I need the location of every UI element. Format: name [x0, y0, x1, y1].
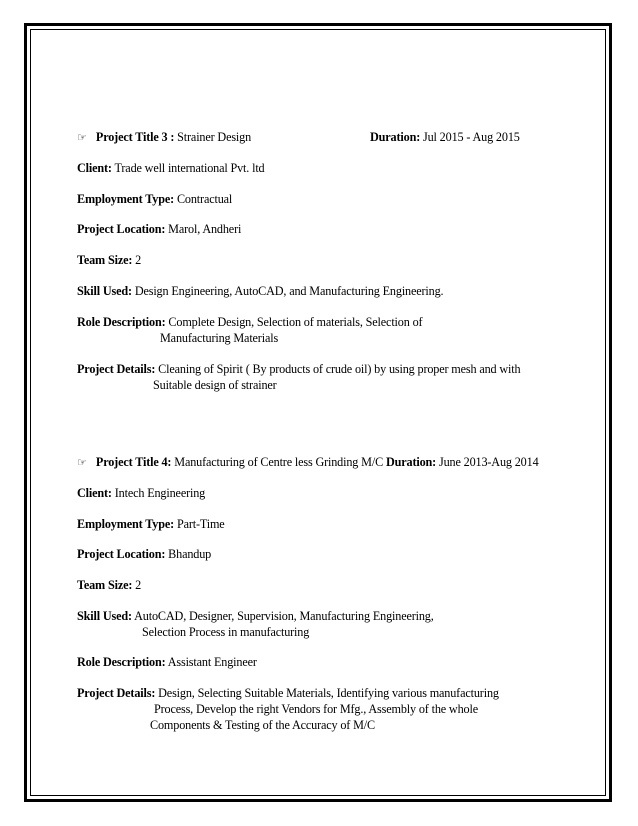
project3-team-value: 2 — [135, 253, 142, 267]
project4-title-value: Manufacturing of Centre less Grinding M/C — [174, 455, 384, 469]
project4-details-line1: Design, Selecting Suitable Materials, Identifying various manufacturing — [158, 686, 499, 700]
pointing-hand-icon: ☞ — [77, 131, 87, 144]
project4-location-value: Bhandup — [168, 547, 212, 561]
project3-details-label: Project Details: — [77, 362, 156, 376]
project3-team-row — [77, 253, 141, 268]
project4-client-value: Intech Engineering — [114, 486, 206, 500]
project4-client-row — [77, 486, 205, 501]
project3-role-line1: Complete Design, Selection of materials, Selection of — [168, 315, 423, 329]
pointing-hand-icon: ☞ — [77, 456, 87, 469]
project4-team-value: 2 — [135, 578, 142, 592]
project3-location-value: Marol, Andheri — [168, 222, 242, 236]
project3-title-label: Project Title 3 : — [95, 130, 175, 144]
project3-employment-label: Employment Type: — [77, 192, 175, 206]
project3-employment-row — [77, 192, 232, 207]
project4-client-label: Client: — [77, 486, 112, 500]
project4-team-label: Team Size: — [77, 578, 133, 592]
project3-role-line2: Manufacturing Materials — [160, 331, 279, 345]
project4-location-row — [77, 547, 211, 562]
project4-details-line2: Process, Develop the right Vendors for Mfg., Assembly of the whole — [154, 702, 478, 716]
project3-duration-label: Duration: — [370, 130, 421, 144]
project3-client-value: Trade well international Pvt. ltd — [114, 161, 265, 175]
project3-title-row — [77, 130, 251, 145]
project3-details-row — [77, 362, 520, 377]
project4-details-line3: Components & Testing of the Accuracy of M/C — [150, 718, 376, 732]
project3-employment-value: Contractual — [176, 192, 233, 206]
project4-role-row — [77, 655, 257, 670]
project4-details-label: Project Details: — [77, 686, 156, 700]
project4-duration-label: Duration: — [385, 455, 437, 469]
project3-skill-value: Design Engineering, AutoCAD, and Manufacturing Engineering. — [134, 284, 444, 298]
project3-duration — [370, 130, 520, 145]
project3-client-label: Client: — [77, 161, 112, 175]
project4-role-label: Role Description: — [77, 655, 166, 669]
project4-skill-row — [77, 609, 434, 624]
project4-skill-line1: AutoCAD, Designer, Supervision, Manufacturing Engineering, — [134, 609, 434, 623]
project3-team-label: Team Size: — [77, 253, 133, 267]
project4-title-label: Project Title 4: — [95, 455, 172, 469]
project4-employment-row — [77, 517, 225, 532]
project3-role-label: Role Description: — [77, 315, 166, 329]
project4-employment-label: Employment Type: — [77, 517, 175, 531]
project4-details-row — [77, 686, 499, 701]
project3-details-line1: Cleaning of Spirit ( By products of crude oil) by using proper mesh and with — [158, 362, 521, 376]
project4-skill-label: Skill Used: — [77, 609, 132, 623]
project3-duration-value: Jul 2015 - Aug 2015 — [423, 130, 520, 144]
project4-title-row — [77, 455, 539, 470]
project4-team-row — [77, 578, 141, 593]
project3-title-value: Strainer Design — [177, 130, 252, 144]
project4-employment-value: Part-Time — [176, 517, 225, 531]
project3-location-label: Project Location: — [77, 222, 166, 236]
project3-role-row — [77, 315, 422, 330]
project3-client-row — [77, 161, 265, 176]
project4-skill-line2: Selection Process in manufacturing — [142, 625, 310, 639]
project3-skill-label: Skill Used: — [77, 284, 132, 298]
project3-skill-row — [77, 284, 443, 299]
project4-duration-value: June 2013-Aug 2014 — [438, 455, 539, 469]
project3-details-line2: Suitable design of strainer — [153, 378, 277, 392]
project4-location-label: Project Location: — [77, 547, 166, 561]
project4-role-value: Assistant Engineer — [167, 655, 257, 669]
project3-location-row — [77, 222, 241, 237]
